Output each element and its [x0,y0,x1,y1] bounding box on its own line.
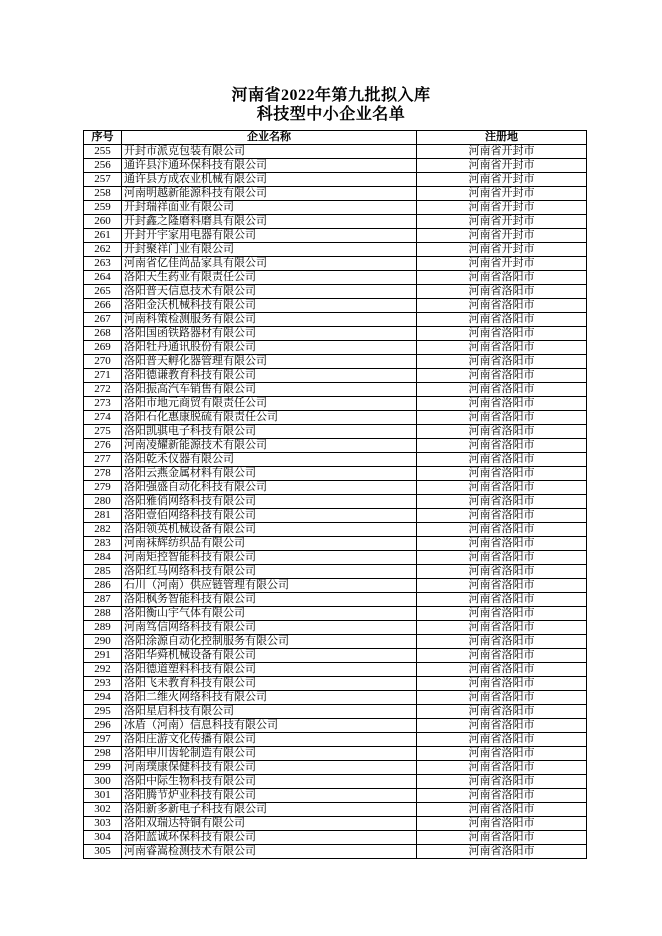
row-location: 河南省洛阳市 [417,831,587,845]
row-seq: 257 [84,173,122,187]
row-company-name: 洛阳国函铁路器材有限公司 [122,327,417,341]
row-seq: 269 [84,341,122,355]
table-row [84,831,587,845]
table-row [84,495,587,509]
row-company-name: 洛阳壹佰网络科技有限公司 [122,509,417,523]
table-row [84,677,587,691]
row-location: 河南省洛阳市 [417,341,587,355]
table-row [84,705,587,719]
row-location: 河南省洛阳市 [417,593,587,607]
row-seq: 305 [84,845,122,859]
table-row [84,341,587,355]
row-company-name: 洛阳云燕金属材料有限公司 [122,467,417,481]
row-seq: 262 [84,243,122,257]
row-company-name: 洛阳领英机械设备有限公司 [122,523,417,537]
row-company-name: 洛阳振高汽车销售有限公司 [122,383,417,397]
row-company-name: 洛阳申川齿轮制造有限公司 [122,747,417,761]
row-location: 河南省开封市 [417,215,587,229]
row-company-name: 洛阳凯骐电子科技有限公司 [122,425,417,439]
row-location: 河南省洛阳市 [417,719,587,733]
table-row [84,789,587,803]
row-seq: 268 [84,327,122,341]
table-header-row [84,131,587,145]
row-company-name: 洛阳中际生物科技有限公司 [122,775,417,789]
table-row [84,201,587,215]
row-seq: 260 [84,215,122,229]
row-company-name: 洛阳新多新电子科技有限公司 [122,803,417,817]
row-seq: 267 [84,313,122,327]
row-location: 河南省洛阳市 [417,551,587,565]
row-location: 河南省开封市 [417,145,587,159]
table-row [84,453,587,467]
row-location: 河南省开封市 [417,257,587,271]
row-location: 河南省开封市 [417,159,587,173]
row-location: 河南省洛阳市 [417,691,587,705]
col-header-seq: 序号 [84,131,122,145]
table-row [84,719,587,733]
row-seq: 256 [84,159,122,173]
row-seq: 282 [84,523,122,537]
row-seq: 296 [84,719,122,733]
row-company-name: 洛阳涂源自动化控制服务有限公司 [122,635,417,649]
table-row [84,313,587,327]
table-body [84,145,587,859]
row-seq: 261 [84,229,122,243]
row-company-name: 洛阳飞未教育科技有限公司 [122,677,417,691]
table-row [84,747,587,761]
table-row [84,299,587,313]
row-location: 河南省洛阳市 [417,635,587,649]
row-company-name: 洛阳红马网络科技有限公司 [122,565,417,579]
row-location: 河南省洛阳市 [417,397,587,411]
row-seq: 291 [84,649,122,663]
table-row [84,285,587,299]
row-seq: 288 [84,607,122,621]
row-seq: 302 [84,803,122,817]
row-location: 河南省洛阳市 [417,495,587,509]
row-location: 河南省洛阳市 [417,803,587,817]
row-seq: 297 [84,733,122,747]
col-header-company-name: 企业名称 [122,131,417,145]
row-company-name: 开封聚祥门业有限公司 [122,243,417,257]
row-company-name: 洛阳庄游文化传播有限公司 [122,733,417,747]
row-company-name: 河南凌耀新能源技术有限公司 [122,439,417,453]
row-location: 河南省洛阳市 [417,523,587,537]
row-company-name: 洛阳德道塑料科技有限公司 [122,663,417,677]
row-company-name: 洛阳金沃机械科技有限公司 [122,299,417,313]
row-seq: 300 [84,775,122,789]
row-company-name: 河南明越新能源科技有限公司 [122,187,417,201]
table-row [84,817,587,831]
row-company-name: 洛阳衡山宇气体有限公司 [122,607,417,621]
row-company-name: 洛阳雅俏网络科技有限公司 [122,495,417,509]
row-seq: 294 [84,691,122,705]
row-seq: 295 [84,705,122,719]
table-row [84,383,587,397]
row-seq: 275 [84,425,122,439]
row-seq: 280 [84,495,122,509]
row-seq: 279 [84,481,122,495]
row-company-name: 洛阳强盛自动化科技有限公司 [122,481,417,495]
row-location: 河南省开封市 [417,229,587,243]
row-company-name: 开封鑫之隆磨料磨具有限公司 [122,215,417,229]
table-row [84,775,587,789]
row-seq: 303 [84,817,122,831]
row-company-name: 洛阳二维火网络科技有限公司 [122,691,417,705]
row-seq: 272 [84,383,122,397]
row-location: 河南省洛阳市 [417,509,587,523]
company-table [83,130,587,859]
row-company-name: 开封瑞祥面业有限公司 [122,201,417,215]
row-location: 河南省洛阳市 [417,383,587,397]
row-company-name: 洛阳石化惠康脱硫有限责任公司 [122,411,417,425]
row-company-name: 洛阳华舜机械设备有限公司 [122,649,417,663]
col-header-location: 注册地 [417,131,587,145]
table-row [84,565,587,579]
row-location: 河南省洛阳市 [417,789,587,803]
row-company-name: 石川（河南）供应链管理有限公司 [122,579,417,593]
row-location: 河南省洛阳市 [417,817,587,831]
row-seq: 298 [84,747,122,761]
row-company-name: 洛阳普天信息技术有限公司 [122,285,417,299]
row-seq: 283 [84,537,122,551]
row-location: 河南省洛阳市 [417,467,587,481]
table-row [84,187,587,201]
row-location: 河南省洛阳市 [417,369,587,383]
row-seq: 264 [84,271,122,285]
table-row [84,243,587,257]
row-location: 河南省洛阳市 [417,355,587,369]
row-company-name: 河南笃信网络科技有限公司 [122,621,417,635]
row-seq: 293 [84,677,122,691]
row-seq: 278 [84,467,122,481]
row-location: 河南省洛阳市 [417,733,587,747]
table-row [84,845,587,859]
row-seq: 304 [84,831,122,845]
table-row [84,509,587,523]
row-location: 河南省开封市 [417,173,587,187]
table-row [84,733,587,747]
row-location: 河南省开封市 [417,187,587,201]
table-row [84,761,587,775]
table-row [84,397,587,411]
table-row [84,425,587,439]
table-row [84,159,587,173]
row-location: 河南省洛阳市 [417,481,587,495]
row-location: 河南省开封市 [417,243,587,257]
row-location: 河南省洛阳市 [417,845,587,859]
row-seq: 265 [84,285,122,299]
table-row [84,551,587,565]
table-row [84,215,587,229]
row-location: 河南省洛阳市 [417,327,587,341]
table-row [84,369,587,383]
row-company-name: 冰盾（河南）信息科技有限公司 [122,719,417,733]
row-seq: 276 [84,439,122,453]
row-company-name: 洛阳德谦教育科技有限公司 [122,369,417,383]
row-seq: 286 [84,579,122,593]
row-location: 河南省洛阳市 [417,747,587,761]
row-company-name: 河南省亿佳尚品家具有限公司 [122,257,417,271]
row-location: 河南省洛阳市 [417,621,587,635]
row-location: 河南省洛阳市 [417,649,587,663]
table-row [84,481,587,495]
row-location: 河南省洛阳市 [417,663,587,677]
row-company-name: 开封开宇家用电器有限公司 [122,229,417,243]
table-row [84,691,587,705]
row-company-name: 洛阳乾禾仪器有限公司 [122,453,417,467]
row-seq: 274 [84,411,122,425]
row-seq: 289 [84,621,122,635]
row-location: 河南省洛阳市 [417,285,587,299]
row-company-name: 开封市派克包装有限公司 [122,145,417,159]
table-row [84,145,587,159]
row-company-name: 洛阳牡丹通讯股份有限公司 [122,341,417,355]
table-row [84,173,587,187]
row-location: 河南省洛阳市 [417,411,587,425]
row-company-name: 洛阳天生药业有限责任公司 [122,271,417,285]
row-seq: 287 [84,593,122,607]
row-company-name: 河南科策检测服务有限公司 [122,313,417,327]
table-row [84,537,587,551]
row-seq: 277 [84,453,122,467]
row-seq: 299 [84,761,122,775]
row-location: 河南省洛阳市 [417,313,587,327]
row-seq: 301 [84,789,122,803]
row-location: 河南省洛阳市 [417,565,587,579]
row-seq: 290 [84,635,122,649]
document-title [0,0,662,124]
row-location: 河南省洛阳市 [417,537,587,551]
row-company-name: 河南袜辉纺织品有限公司 [122,537,417,551]
row-location: 河南省洛阳市 [417,453,587,467]
row-company-name: 河南矩控智能科技有限公司 [122,551,417,565]
row-seq: 259 [84,201,122,215]
row-seq: 255 [84,145,122,159]
table-row [84,327,587,341]
row-company-name: 河南璞康保健科技有限公司 [122,761,417,775]
row-location: 河南省开封市 [417,201,587,215]
table-row [84,607,587,621]
row-seq: 266 [84,299,122,313]
row-location: 河南省洛阳市 [417,761,587,775]
table-row [84,439,587,453]
row-location: 河南省洛阳市 [417,299,587,313]
row-location: 河南省洛阳市 [417,579,587,593]
table-row [84,271,587,285]
row-seq: 292 [84,663,122,677]
row-company-name: 洛阳普天孵化器管理有限公司 [122,355,417,369]
row-seq: 263 [84,257,122,271]
row-seq: 285 [84,565,122,579]
row-company-name: 洛阳市地元商贸有限责任公司 [122,397,417,411]
table-row [84,355,587,369]
row-location: 河南省洛阳市 [417,439,587,453]
row-location: 河南省洛阳市 [417,705,587,719]
row-seq: 273 [84,397,122,411]
row-location: 河南省洛阳市 [417,775,587,789]
table-row [84,523,587,537]
row-location: 河南省洛阳市 [417,271,587,285]
table-row [84,803,587,817]
row-location: 河南省洛阳市 [417,677,587,691]
table-row [84,411,587,425]
row-company-name: 洛阳腾节炉业科技有限公司 [122,789,417,803]
title-line-2: 科技型中小企业名单 [256,106,406,123]
row-seq: 281 [84,509,122,523]
row-company-name: 河南睿嵩检测技术有限公司 [122,845,417,859]
table-row [84,467,587,481]
row-company-name: 洛阳枫务智能科技有限公司 [122,593,417,607]
row-company-name: 洛阳星启科技有限公司 [122,705,417,719]
row-company-name: 通许县方成农业机械有限公司 [122,173,417,187]
row-seq: 258 [84,187,122,201]
table-row [84,257,587,271]
row-company-name: 通许县汴通环保科技有限公司 [122,159,417,173]
row-company-name: 洛阳双瑞达特铜有限公司 [122,817,417,831]
table-row [84,649,587,663]
table-row [84,621,587,635]
table-row [84,635,587,649]
table-row [84,579,587,593]
table-row [84,593,587,607]
table-row [84,229,587,243]
row-company-name: 洛阳蓝诚环保科技有限公司 [122,831,417,845]
row-location: 河南省洛阳市 [417,425,587,439]
table-row [84,663,587,677]
title-line-1: 河南省2022年第九批拟入库 [231,87,431,104]
row-seq: 271 [84,369,122,383]
row-location: 河南省洛阳市 [417,607,587,621]
row-seq: 284 [84,551,122,565]
row-seq: 270 [84,355,122,369]
